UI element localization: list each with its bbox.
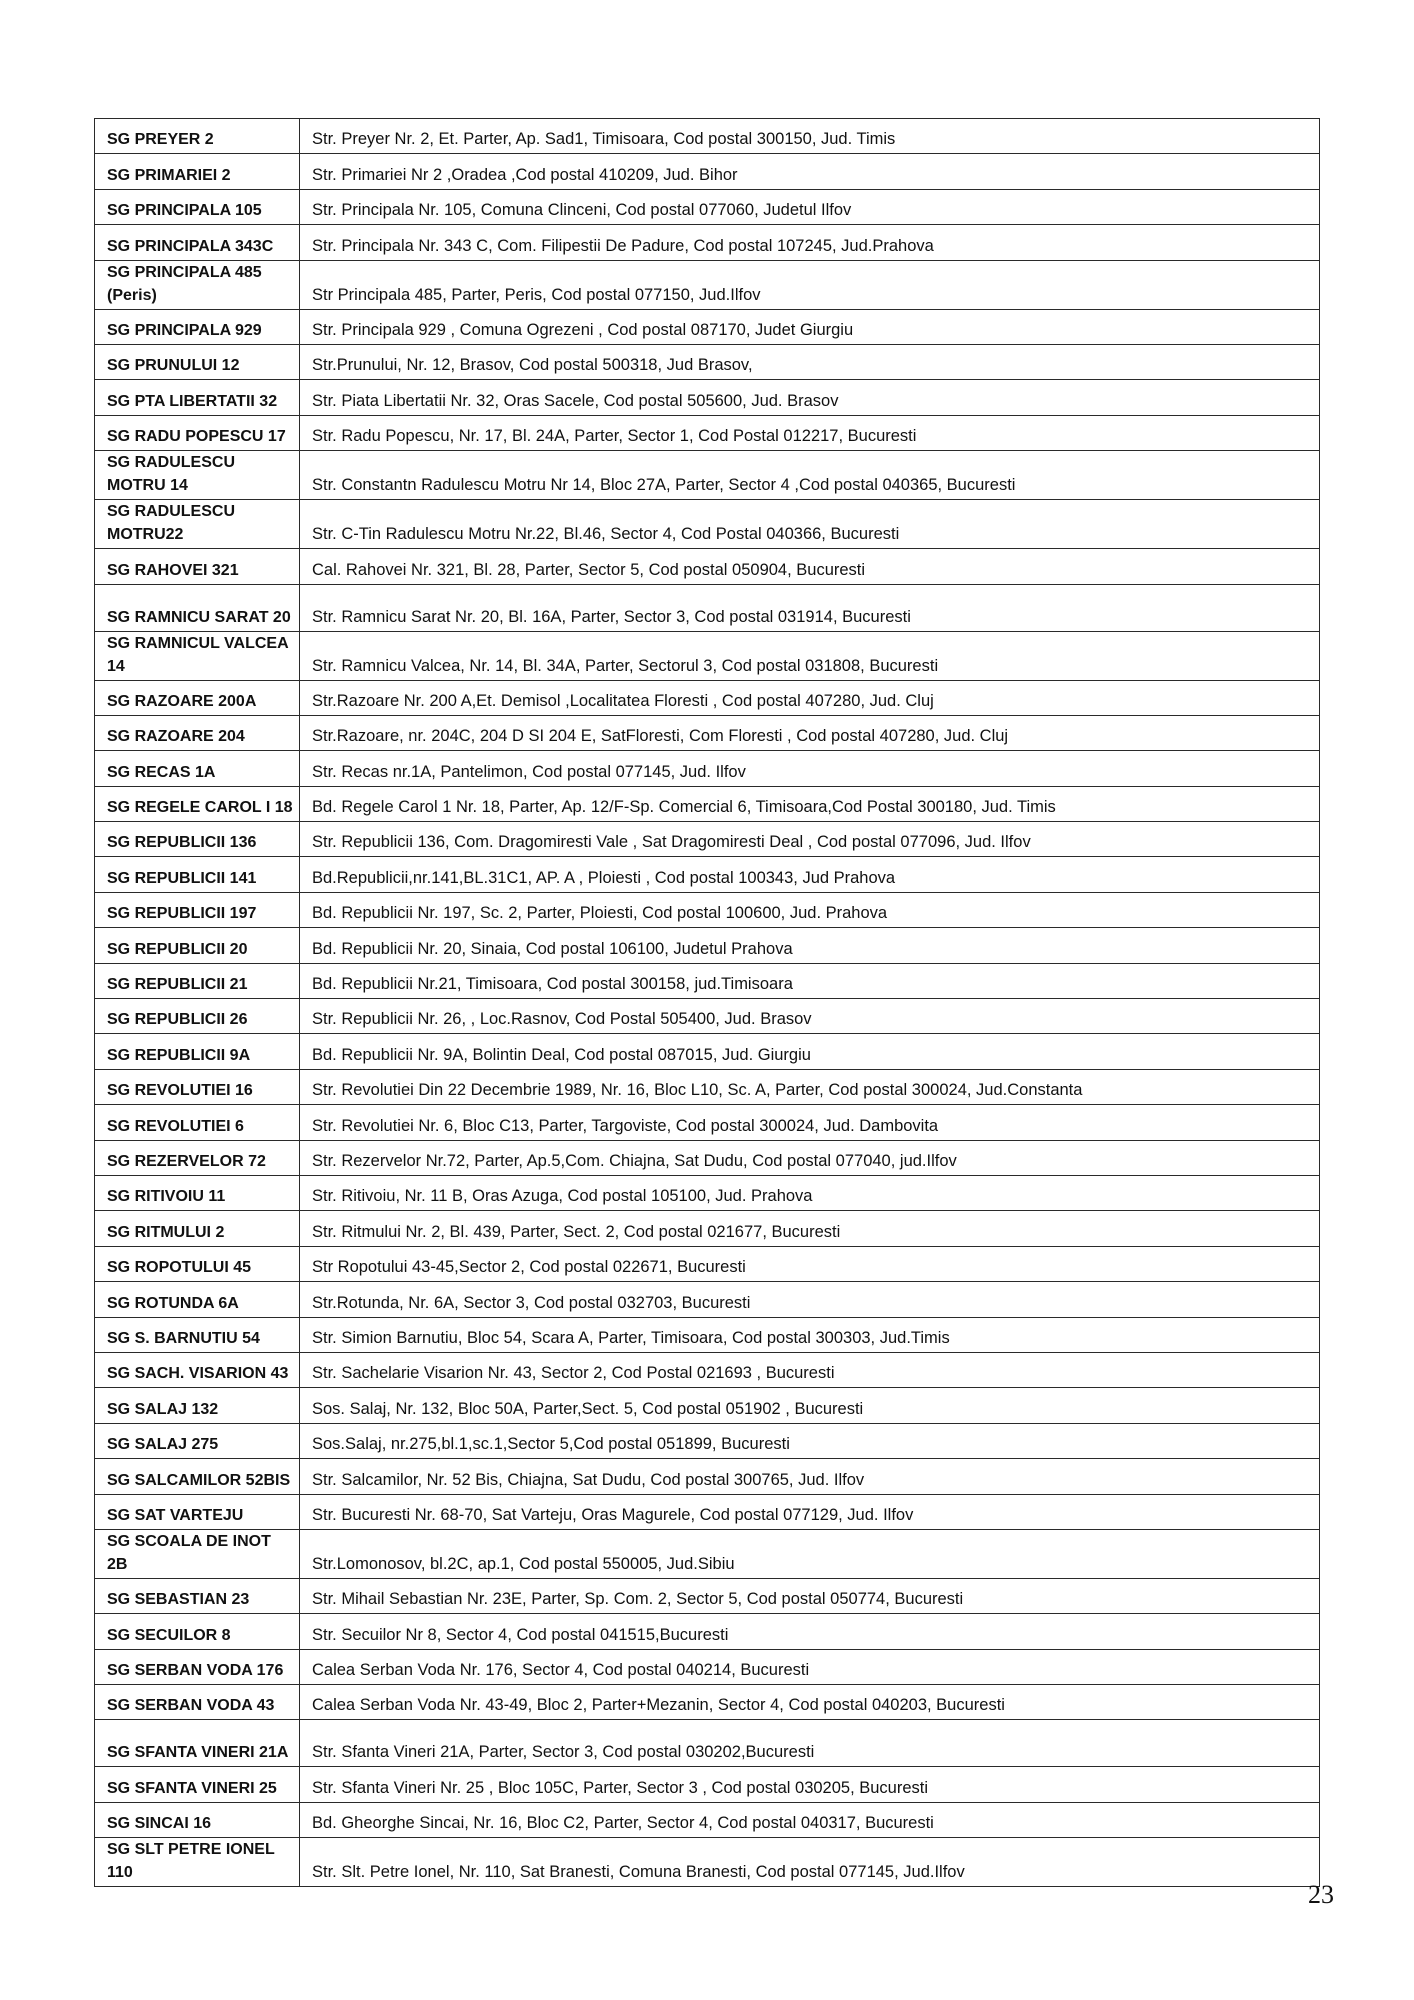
- branch-address: Sos.Salaj, nr.275,bl.1,sc.1,Sector 5,Cod postal 051899, Bucuresti: [300, 1423, 1320, 1458]
- branch-address: Str. Piata Libertatii Nr. 32, Oras Sacele, Cod postal 505600, Jud. Brasov: [300, 380, 1320, 415]
- table-row: [95, 1802, 1320, 1837]
- table-row: [95, 1317, 1320, 1352]
- branch-address: Str. Salcamilor, Nr. 52 Bis, Chiajna, Sat Dudu, Cod postal 300765, Jud. Ilfov: [300, 1459, 1320, 1494]
- branch-name: SG RAMNICUL VALCEA 14: [95, 631, 300, 680]
- branch-address: Str. Rezervelor Nr.72, Parter, Ap.5,Com. Chiajna, Sat Dudu, Cod postal 077040, jud.Ilfov: [300, 1140, 1320, 1175]
- branch-name: SG REVOLUTIEI 16: [95, 1069, 300, 1104]
- table-row: [95, 1685, 1320, 1720]
- branch-name: SG RADULESCU MOTRU 14: [95, 451, 300, 500]
- branch-address: Bd. Republicii Nr. 197, Sc. 2, Parter, Ploiesti, Cod postal 100600, Jud. Prahova: [300, 892, 1320, 927]
- branch-name: SG ROTUNDA 6A: [95, 1282, 300, 1317]
- table-row: [95, 451, 1320, 500]
- branch-address: Str. Principala Nr. 105, Comuna Clinceni, Cod postal 077060, Judetul Ilfov: [300, 189, 1320, 224]
- table-row: [95, 715, 1320, 750]
- branch-name: SG RADULESCU MOTRU22: [95, 500, 300, 549]
- branch-name: SG RADU POPESCU 17: [95, 415, 300, 450]
- branch-name: SG SAT VARTEJU: [95, 1494, 300, 1529]
- page-number: 23: [1308, 1880, 1334, 1909]
- branch-name: SG RAZOARE 204: [95, 715, 300, 750]
- branch-address: Str.Prunului, Nr. 12, Brasov, Cod postal 500318, Jud Brasov,: [300, 344, 1320, 379]
- branch-name: SG REZERVELOR 72: [95, 1140, 300, 1175]
- branch-name: SG PTA LIBERTATII 32: [95, 380, 300, 415]
- table-row: [95, 892, 1320, 927]
- branch-name: SG RECAS 1A: [95, 751, 300, 786]
- branch-address: Sos. Salaj, Nr. 132, Bloc 50A, Parter,Sect. 5, Cod postal 051902 , Bucuresti: [300, 1388, 1320, 1423]
- table-row: [95, 500, 1320, 549]
- branch-address: Str. Revolutiei Nr. 6, Bloc C13, Parter, Targoviste, Cod postal 300024, Jud. Dambovita: [300, 1105, 1320, 1140]
- branch-address: Str. Republicii Nr. 26, , Loc.Rasnov, Cod Postal 505400, Jud. Brasov: [300, 999, 1320, 1034]
- table-row: [95, 751, 1320, 786]
- table-row: [95, 1494, 1320, 1529]
- table-row: [95, 857, 1320, 892]
- branch-name: SG PRINCIPALA 929: [95, 309, 300, 344]
- branch-name: SG PRIMARIEI 2: [95, 154, 300, 189]
- branch-name: SG REGELE CAROL I 18: [95, 786, 300, 821]
- branch-address: Str. Sachelarie Visarion Nr. 43, Sector 2, Cod Postal 021693 , Bucuresti: [300, 1352, 1320, 1387]
- branch-address: Str Principala 485, Parter, Peris, Cod postal 077150, Jud.Ilfov: [300, 260, 1320, 309]
- branch-name: SG S. BARNUTIU 54: [95, 1317, 300, 1352]
- branch-address: Str. C-Tin Radulescu Motru Nr.22, Bl.46, Sector 4, Cod Postal 040366, Bucuresti: [300, 500, 1320, 549]
- branch-address-table: [94, 118, 1320, 1887]
- branch-name: SG PRINCIPALA 485 (Peris): [95, 260, 300, 309]
- table-row: [95, 786, 1320, 821]
- branch-address: Str Ropotului 43-45,Sector 2, Cod postal 022671, Bucuresti: [300, 1246, 1320, 1281]
- table-row: [95, 1388, 1320, 1423]
- branch-name: SG SECUILOR 8: [95, 1614, 300, 1649]
- branch-address: Str. Republicii 136, Com. Dragomiresti Vale , Sat Dragomiresti Deal , Cod postal 077096, Jud. Ilfov: [300, 822, 1320, 857]
- branch-name: SG SCOALA DE INOT 2B: [95, 1529, 300, 1578]
- table-row: [95, 1034, 1320, 1069]
- table-row: [95, 380, 1320, 415]
- branch-address: Str. Revolutiei Din 22 Decembrie 1989, Nr. 16, Bloc L10, Sc. A, Parter, Cod postal 300024, Jud.Constanta: [300, 1069, 1320, 1104]
- table-row: [95, 1140, 1320, 1175]
- branch-name: SG REPUBLICII 141: [95, 857, 300, 892]
- table-row: [95, 1614, 1320, 1649]
- branch-address: Str.Rotunda, Nr. 6A, Sector 3, Cod postal 032703, Bucuresti: [300, 1282, 1320, 1317]
- branch-name: SG REPUBLICII 26: [95, 999, 300, 1034]
- table-row: [95, 225, 1320, 260]
- branch-name: SG RAMNICU SARAT 20: [95, 584, 300, 631]
- table-row: [95, 631, 1320, 680]
- branch-name: SG RAHOVEI 321: [95, 549, 300, 584]
- branch-name: SG SALAJ 132: [95, 1388, 300, 1423]
- branch-name: SG SALAJ 275: [95, 1423, 300, 1458]
- table-row: [95, 1529, 1320, 1578]
- table-row: [95, 1459, 1320, 1494]
- table-row: [95, 549, 1320, 584]
- branch-address: Calea Serban Voda Nr. 43-49, Bloc 2, Parter+Mezanin, Sector 4, Cod postal 040203, Bucuresti: [300, 1685, 1320, 1720]
- branch-name: SG SINCAI 16: [95, 1802, 300, 1837]
- branch-name: SG SERBAN VODA 176: [95, 1649, 300, 1684]
- table-row: [95, 1838, 1320, 1887]
- branch-address: Str. Ramnicu Sarat Nr. 20, Bl. 16A, Parter, Sector 3, Cod postal 031914, Bucuresti: [300, 584, 1320, 631]
- branch-address: Str. Recas nr.1A, Pantelimon, Cod postal 077145, Jud. Ilfov: [300, 751, 1320, 786]
- branch-name: SG REPUBLICII 197: [95, 892, 300, 927]
- table-row: [95, 999, 1320, 1034]
- branch-name: SG SFANTA VINERI 25: [95, 1767, 300, 1802]
- table-row: [95, 415, 1320, 450]
- branch-address: Str.Lomonosov, bl.2C, ap.1, Cod postal 550005, Jud.Sibiu: [300, 1529, 1320, 1578]
- table-row: [95, 1649, 1320, 1684]
- branch-name: SG PREYER 2: [95, 119, 300, 154]
- table-row: [95, 963, 1320, 998]
- branch-address: Str. Slt. Petre Ionel, Nr. 110, Sat Branesti, Comuna Branesti, Cod postal 077145, Jud.Ilfov: [300, 1838, 1320, 1887]
- table-row: [95, 189, 1320, 224]
- branch-address: Bd. Republicii Nr.21, Timisoara, Cod postal 300158, jud.Timisoara: [300, 963, 1320, 998]
- branch-address: Str. Principala Nr. 343 C, Com. Filipestii De Padure, Cod postal 107245, Jud.Prahova: [300, 225, 1320, 260]
- branch-address: Str. Secuilor Nr 8, Sector 4, Cod postal 041515,Bucuresti: [300, 1614, 1320, 1649]
- branch-address: Str.Razoare Nr. 200 A,Et. Demisol ,Localitatea Floresti , Cod postal 407280, Jud. Cluj: [300, 680, 1320, 715]
- branch-name: SG SALCAMILOR 52BIS: [95, 1459, 300, 1494]
- table-row: [95, 822, 1320, 857]
- table-row: [95, 1246, 1320, 1281]
- table-row: [95, 584, 1320, 631]
- table-row: [95, 260, 1320, 309]
- table-row: [95, 1352, 1320, 1387]
- branch-address: Str. Simion Barnutiu, Bloc 54, Scara A, Parter, Timisoara, Cod postal 300303, Jud.Timis: [300, 1317, 1320, 1352]
- table-row: [95, 119, 1320, 154]
- branch-address: Calea Serban Voda Nr. 176, Sector 4, Cod postal 040214, Bucuresti: [300, 1649, 1320, 1684]
- branch-address: Str. Principala 929 , Comuna Ogrezeni , Cod postal 087170, Judet Giurgiu: [300, 309, 1320, 344]
- branch-address: Cal. Rahovei Nr. 321, Bl. 28, Parter, Sector 5, Cod postal 050904, Bucuresti: [300, 549, 1320, 584]
- branch-address: Bd. Gheorghe Sincai, Nr. 16, Bloc C2, Parter, Sector 4, Cod postal 040317, Bucuresti: [300, 1802, 1320, 1837]
- branch-name: SG RITMULUI 2: [95, 1211, 300, 1246]
- table-row: [95, 344, 1320, 379]
- branch-name: SG SFANTA VINERI 21A: [95, 1720, 300, 1767]
- branch-name: SG PRINCIPALA 343C: [95, 225, 300, 260]
- branch-name: SG SACH. VISARION 43: [95, 1352, 300, 1387]
- branch-address: Str.Razoare, nr. 204C, 204 D SI 204 E, SatFloresti, Com Floresti , Cod postal 407280, Jud. Cluj: [300, 715, 1320, 750]
- branch-name: SG REPUBLICII 136: [95, 822, 300, 857]
- table-row: [95, 1175, 1320, 1210]
- branch-table-body: [95, 119, 1320, 1887]
- table-row: [95, 680, 1320, 715]
- branch-address: Str. Mihail Sebastian Nr. 23E, Parter, Sp. Com. 2, Sector 5, Cod postal 050774, Bucuresti: [300, 1578, 1320, 1613]
- branch-address: Str. Radu Popescu, Nr. 17, Bl. 24A, Parter, Sector 1, Cod Postal 012217, Bucuresti: [300, 415, 1320, 450]
- branch-address: Bd.Republicii,nr.141,BL.31C1, AP. A , Ploiesti , Cod postal 100343, Jud Prahova: [300, 857, 1320, 892]
- branch-name: SG SLT PETRE IONEL 110: [95, 1838, 300, 1887]
- branch-address: Str. Primariei Nr 2 ,Oradea ,Cod postal 410209, Jud. Bihor: [300, 154, 1320, 189]
- branch-address: Str. Preyer Nr. 2, Et. Parter, Ap. Sad1, Timisoara, Cod postal 300150, Jud. Timis: [300, 119, 1320, 154]
- branch-name: SG PRINCIPALA 105: [95, 189, 300, 224]
- branch-name: SG RITIVOIU 11: [95, 1175, 300, 1210]
- table-row: [95, 1105, 1320, 1140]
- branch-name: SG REPUBLICII 21: [95, 963, 300, 998]
- branch-address: Str. Ramnicu Valcea, Nr. 14, Bl. 34A, Parter, Sectorul 3, Cod postal 031808, Bucuresti: [300, 631, 1320, 680]
- branch-address: Str. Constantn Radulescu Motru Nr 14, Bloc 27A, Parter, Sector 4 ,Cod postal 040365, Bucuresti: [300, 451, 1320, 500]
- branch-address: Str. Sfanta Vineri Nr. 25 , Bloc 105C, Parter, Sector 3 , Cod postal 030205, Bucuresti: [300, 1767, 1320, 1802]
- branch-name: SG REVOLUTIEI 6: [95, 1105, 300, 1140]
- branch-name: SG SERBAN VODA 43: [95, 1685, 300, 1720]
- branch-address: Str. Bucuresti Nr. 68-70, Sat Varteju, Oras Magurele, Cod postal 077129, Jud. Ilfov: [300, 1494, 1320, 1529]
- branch-name: SG SEBASTIAN 23: [95, 1578, 300, 1613]
- table-row: [95, 1578, 1320, 1613]
- branch-name: SG REPUBLICII 9A: [95, 1034, 300, 1069]
- table-row: [95, 1767, 1320, 1802]
- branch-address: Str. Ritivoiu, Nr. 11 B, Oras Azuga, Cod postal 105100, Jud. Prahova: [300, 1175, 1320, 1210]
- branch-address: Bd. Republicii Nr. 20, Sinaia, Cod postal 106100, Judetul Prahova: [300, 928, 1320, 963]
- branch-address: Str. Ritmului Nr. 2, Bl. 439, Parter, Sect. 2, Cod postal 021677, Bucuresti: [300, 1211, 1320, 1246]
- table-row: [95, 928, 1320, 963]
- branch-name: SG PRUNULUI 12: [95, 344, 300, 379]
- branch-address: Str. Sfanta Vineri 21A, Parter, Sector 3, Cod postal 030202,Bucuresti: [300, 1720, 1320, 1767]
- table-row: [95, 154, 1320, 189]
- table-row: [95, 1282, 1320, 1317]
- branch-name: SG REPUBLICII 20: [95, 928, 300, 963]
- table-row: [95, 1069, 1320, 1104]
- table-row: [95, 1423, 1320, 1458]
- table-row: [95, 1211, 1320, 1246]
- branch-address: Bd. Republicii Nr. 9A, Bolintin Deal, Cod postal 087015, Jud. Giurgiu: [300, 1034, 1320, 1069]
- table-row: [95, 309, 1320, 344]
- branch-address: Bd. Regele Carol 1 Nr. 18, Parter, Ap. 12/F-Sp. Comercial 6, Timisoara,Cod Postal 300180, Jud. Timis: [300, 786, 1320, 821]
- branch-name: SG RAZOARE 200A: [95, 680, 300, 715]
- branch-name: SG ROPOTULUI 45: [95, 1246, 300, 1281]
- table-row: [95, 1720, 1320, 1767]
